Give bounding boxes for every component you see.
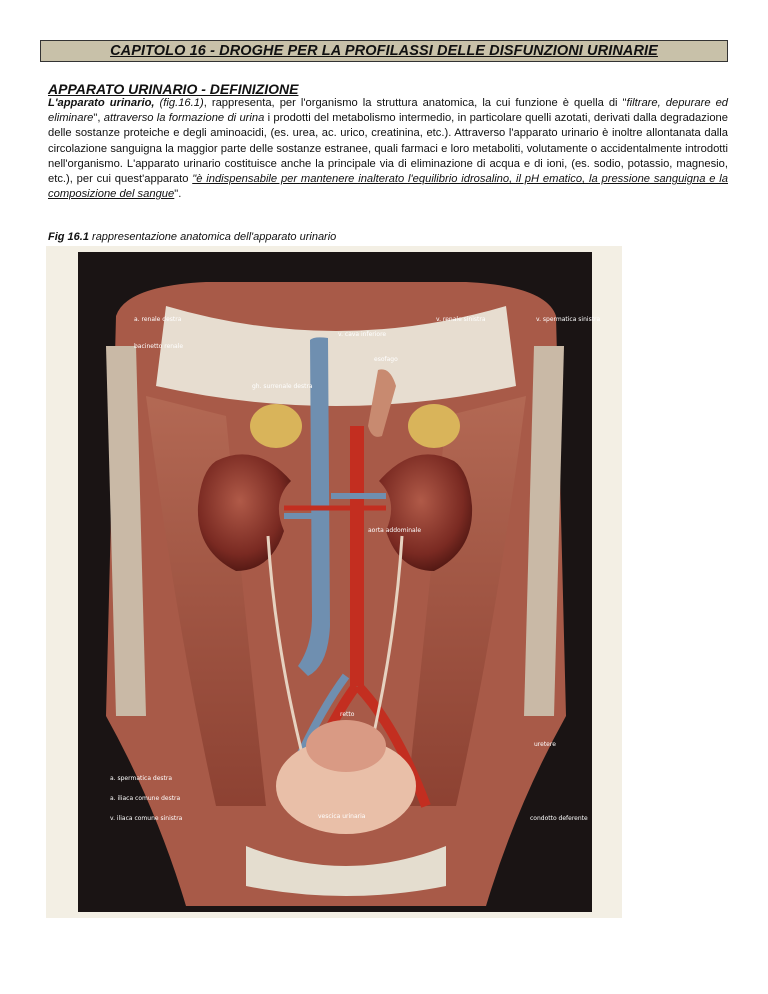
aorta [350, 426, 364, 686]
underlined-quote: "è indispensabile per mantenere inalterato l'equilibrio idrosalino, il pH ematico, la pressione sanguigna e la composizione del sangue [48, 173, 728, 201]
label-renale-sinistra: v. renale sinistra [436, 316, 486, 323]
text-segment: ". [174, 188, 182, 201]
figure-caption [48, 231, 336, 243]
text-segment: , rappresenta, per l'organismo la struttura anatomica, la cui funzione è quella di " [203, 97, 627, 109]
urinary-system-illustration [46, 246, 622, 918]
chapter-title: CAPITOLO 16 - DROGHE PER LA PROFILASSI DELLE DISFUNZIONI URINARIE [110, 43, 658, 59]
label-spermatica-sinistra: v. spermatica sinistra [536, 316, 601, 323]
text-segment: i prodotti del metabolismo intermedio, in particolare quelli azotati, derivati dalla degradazione delle sostanze proteiche e degli aminoacidi, (es. urea, ac. urico, creatinina, etc.). Attraverso l'apparato urinario è inoltre allontanata dalla circolazione sanguigna la maggior parte delle sostanze estranee, quali farmaci e loro metaboliti, volutamente o accidentalmente introdotti nell'organismo. L'apparato urinario costituisce anche la principale via di eliminazione di acqua e di ioni, (es. sodio, potassio, magnesio, etc.), per cui quest'apparato [48, 112, 728, 186]
label-retto: retto [340, 711, 355, 718]
rectum [306, 720, 386, 772]
section-title: APPARATO URINARIO - DEFINIZIONE [48, 81, 299, 97]
label-iliaca-sinistra: v. iliaca comune sinistra [110, 815, 183, 822]
figure-number: Fig 16.1 [48, 231, 89, 243]
figure-caption-text: rappresentazione anatomica dell'apparato urinario [88, 231, 337, 243]
label-vescica: vescica urinaria [318, 813, 366, 820]
label-cava: v. cava inferiore [338, 331, 387, 338]
definition-paragraph [48, 96, 728, 202]
chapter-header [40, 40, 728, 62]
adrenal-left [408, 404, 460, 448]
text-segment: ", [93, 112, 104, 125]
adrenal-right [250, 404, 302, 448]
text-italic: filtrare, depurare ed eliminare [48, 97, 729, 125]
label-renale-destra: a. renale destra [134, 316, 182, 323]
term-apparato-urinario: L'apparato urinario, [48, 97, 155, 109]
anatomy-figure [46, 246, 622, 918]
label-uretere: uretere [534, 741, 556, 748]
label-condotto: condotto deferente [530, 815, 588, 822]
label-esofago: esofago [374, 356, 398, 363]
label-iliaca-destra: a. iliaca comune destra [110, 795, 181, 802]
label-bacinetto: bacinetto renale [134, 343, 184, 350]
label-aorta: aorta addominale [368, 527, 422, 534]
label-spermatica-destra: a. spermatica destra [110, 775, 173, 782]
label-surrenale: gh. surrenale destra [252, 383, 313, 390]
figure-reference: (fig.16.1) [154, 97, 204, 109]
text-italic: attraverso la formazione di urina [103, 112, 265, 125]
